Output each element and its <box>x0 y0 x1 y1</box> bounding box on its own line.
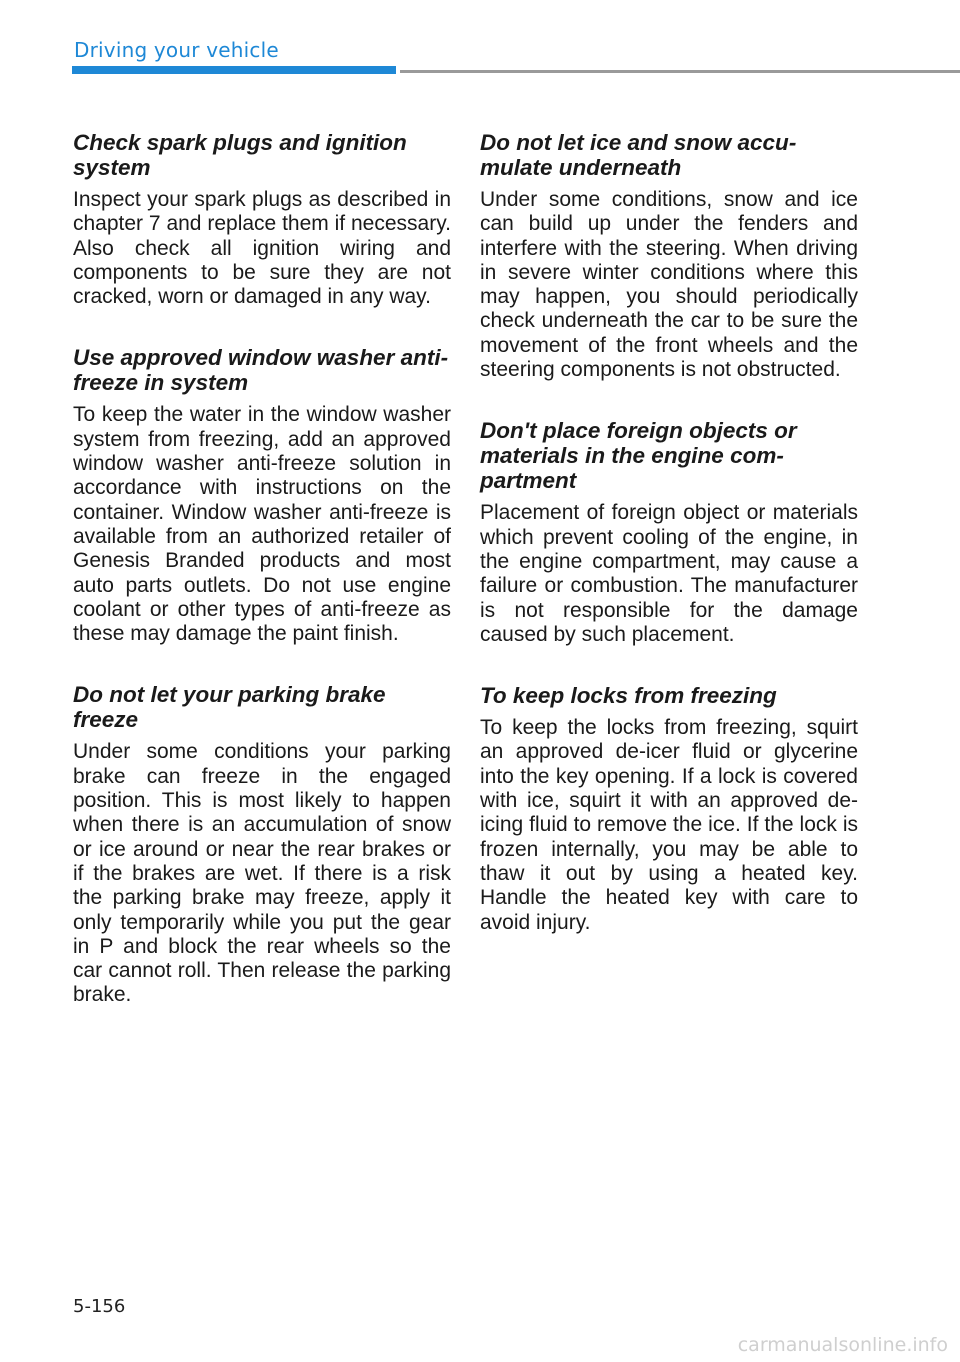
section-foreign-objects <box>480 418 858 647</box>
section-body: Inspect your spark plugs as described in chapter 7 and replace them if necessary. Also check all ignition wiring and components to be sure they are not cracked, worn or damaged in any way. <box>73 188 451 309</box>
section-washer-antifreeze <box>73 345 451 646</box>
section-heading: To keep locks from freezing <box>480 683 777 709</box>
header-divider-rule <box>400 70 960 73</box>
section-heading: Use approved window washer anti-freeze in system <box>73 345 449 396</box>
section-heading: Do not let ice and snow accumulate underneath <box>480 130 797 180</box>
header-accent-rule <box>72 66 396 74</box>
section-parking-brake <box>73 682 451 1007</box>
section-locks <box>480 683 858 935</box>
section-spark-plugs <box>73 130 451 309</box>
left-column <box>73 130 451 1044</box>
section-ice-snow <box>480 130 858 382</box>
section-body: Placement of foreign object or materials which prevent cooling of the engine, in the engine compartment, may cause a failure or combustion. The manufacturer is not responsible for the damage caused by such placement. <box>480 501 858 646</box>
section-body: Under some conditions, snow and ice can build up under the fenders and interfere with the steering. When driving in severe winter conditions where this may happen, you should periodically check underneath the car to be sure the movement of the front wheels and the steering components is not obstructed. <box>480 188 858 382</box>
watermark: carmanualsonline.info <box>737 1334 948 1356</box>
section-heading: Do not let your parking brake freeze <box>73 682 386 733</box>
section-heading: Check spark plugs and ignition system <box>73 130 407 180</box>
page-number: 5-156 <box>73 1296 126 1317</box>
section-body: To keep the locks from freezing, squirt an approved de-icer fluid or glycerine into the key opening. If a lock is covered with ice, squirt it with an approved de-icing fluid to remove the ice. If the lock is frozen internally, you may be able to thaw it out by using a heated key. Handle the heated key with care to avoid injury. <box>480 716 858 934</box>
section-body: Under some conditions your parking brake can freeze in the engaged position. This is most likely to happen when there is an accumulation of snow or ice around or near the rear brakes or if the brakes are wet. If there is a risk the parking brake may freeze, apply it only temporarily while you put the gear in P and block the rear wheels so the car cannot roll. Then release the parking brake. <box>73 740 451 1007</box>
section-body: To keep the water in the window washer system from freezing, add an approved window washer anti-freeze solution in accordance with instructions on the container. Window washer anti-freeze is available from an authorized retailer of Genesis Branded products and most auto parts outlets. Do not use engine coolant or other types of anti-freeze as these may damage the paint finish. <box>73 403 451 646</box>
section-header-title: Driving your vehicle <box>74 38 279 62</box>
section-heading: Don't place foreign objects or materials in the engine compartment <box>480 418 797 494</box>
right-column <box>480 130 858 971</box>
